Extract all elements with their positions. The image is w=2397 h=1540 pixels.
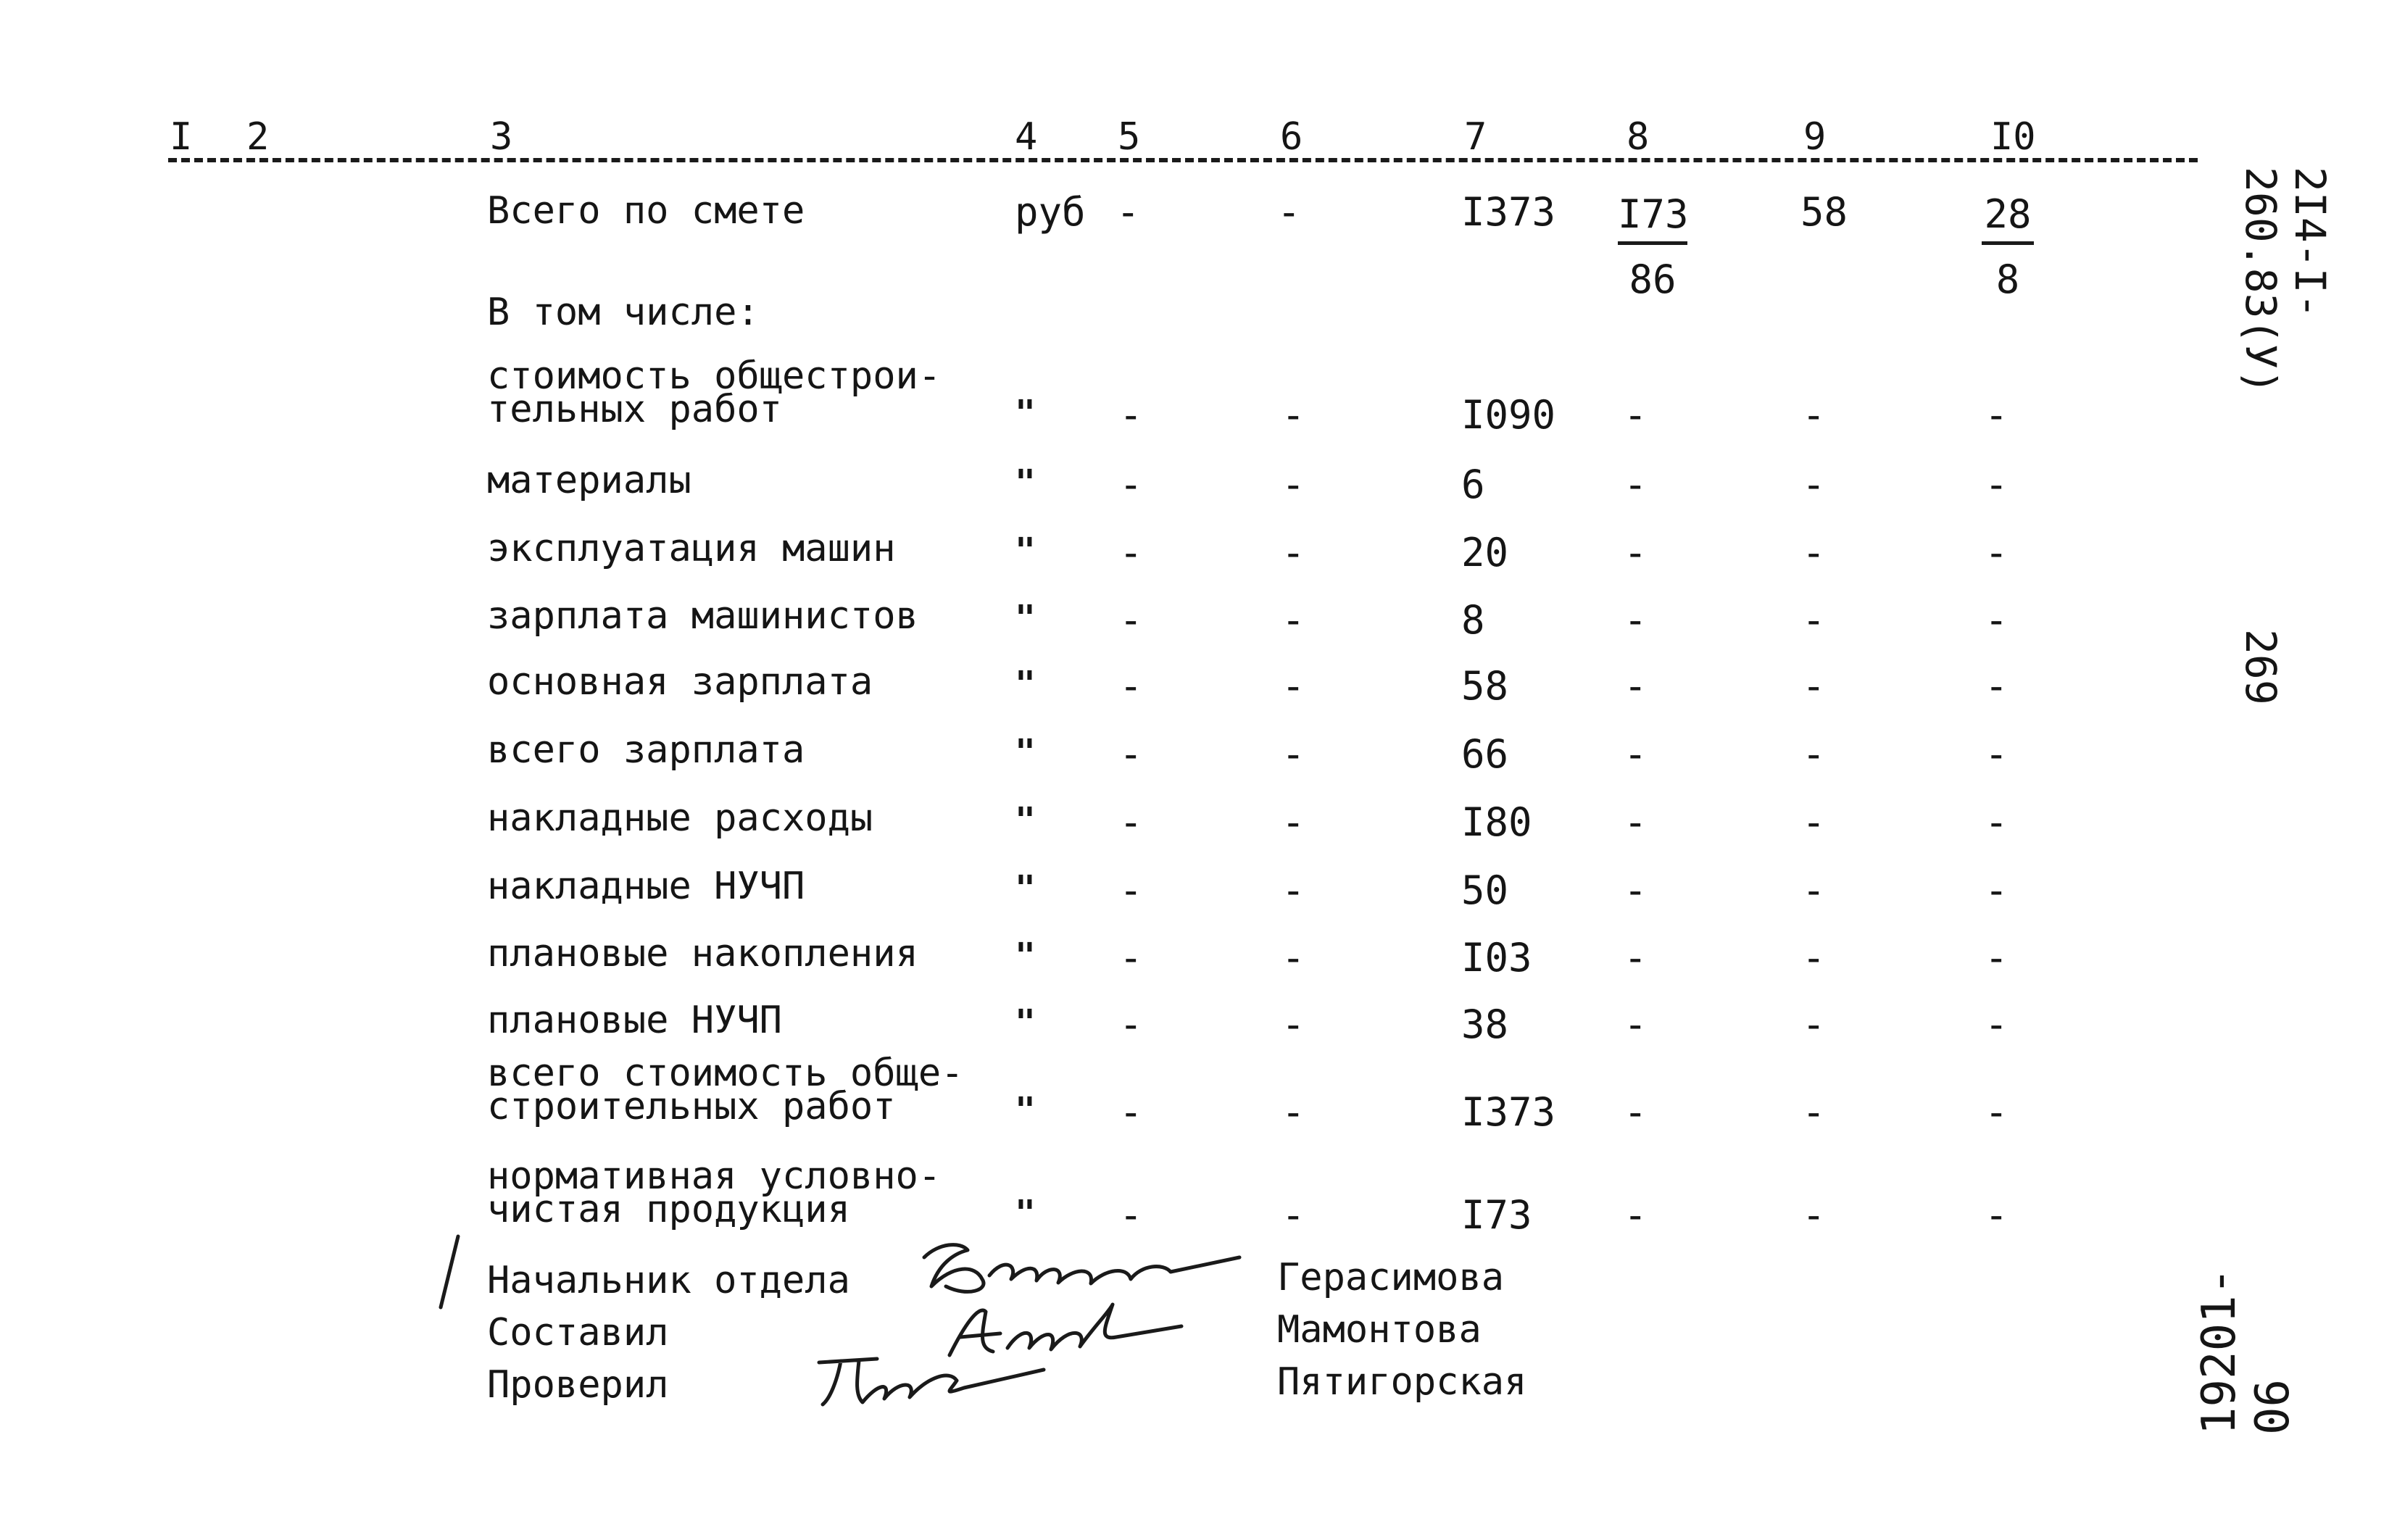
row-label: материалы [487,459,691,502]
row-c8-dash: - [1624,731,1648,777]
total-col10-bottom: 8 [1995,257,2020,302]
row-label: плановые НУЧП [487,999,782,1042]
row-unit-ditto: " [1015,1193,1036,1233]
row-c9-dash: - [1802,867,1826,913]
row-col7-value: 38 [1461,1002,1509,1047]
row-c5-dash: - [1119,799,1143,845]
signature-role: Составил [487,1311,669,1354]
row-c5-dash: - [1119,597,1143,643]
signature-name: Герасимова [1277,1256,1505,1299]
row-unit-ditto: " [1015,664,1036,704]
row-c8-dash: - [1624,867,1648,913]
row-label: накладные расходы [487,796,873,840]
row-c9-dash: - [1802,462,1826,507]
row-c5-dash: - [1119,935,1143,981]
row-c10-dash: - [1985,663,2008,709]
signature-name: Мамонтова [1277,1308,1482,1352]
row-c8-dash: - [1624,1192,1648,1238]
row-c9-dash: - [1802,731,1826,777]
row-c8-dash: - [1624,530,1648,575]
row-col7-value: 58 [1461,663,1509,709]
row-c9-dash: - [1802,799,1826,845]
column-header-4: 4 [1015,115,1038,159]
row-unit-ditto: " [1015,868,1036,909]
total-col10-top: 28 [1982,191,2034,245]
row-unit-ditto: " [1015,393,1036,433]
row-c9-dash: - [1802,530,1826,575]
row-unit-ditto: " [1015,530,1036,571]
column-header-10: I0 [1990,115,2036,159]
row-label: накладные НУЧП [487,865,805,908]
row-c10-dash: - [1985,867,2008,913]
total-col7: I373 [1461,189,1556,235]
row-col7-value: 66 [1461,731,1509,777]
signature-role: Проверил [487,1363,669,1407]
row-col7-value: I090 [1461,392,1556,438]
row-c8-dash: - [1624,663,1648,709]
row-c9-dash: - [1802,935,1826,981]
total-col10-fraction [1982,191,2034,302]
row-c6-dash: - [1281,867,1305,913]
signature-name: Пятигорская [1277,1360,1527,1404]
total-col8-fraction [1618,191,1687,302]
total-col9: 58 [1800,189,1848,235]
row-c6-dash: - [1281,799,1305,845]
row-c8-dash: - [1624,392,1648,438]
row-label: плановые накопления [487,932,918,975]
row-unit-ditto: " [1015,732,1036,773]
row-c10-dash: - [1985,530,2008,575]
total-col8-bottom: 86 [1629,257,1677,302]
margin-page-number: 269 [2236,629,2285,705]
row-c6-dash: - [1281,392,1305,438]
row-c5-dash: - [1119,663,1143,709]
row-label: эксплуатация машин [487,527,896,570]
header-dashed-rule [168,158,2198,162]
total-unit: руб [1015,189,1086,235]
including-label: В том числе: [487,291,760,334]
row-c9-dash: - [1802,1002,1826,1047]
row-col7-value: I80 [1461,799,1532,845]
row-c6-dash: - [1281,935,1305,981]
total-col5: - [1116,189,1140,235]
row-label: нормативная условно- чистая продукция [487,1154,942,1231]
column-header-6: 6 [1280,115,1303,159]
row-c10-dash: - [1985,462,2008,507]
row-c9-dash: - [1802,663,1826,709]
row-c5-dash: - [1119,1002,1143,1047]
column-header-7: 7 [1464,115,1487,159]
row-col7-value: I73 [1461,1192,1532,1238]
row-c8-dash: - [1624,597,1648,643]
row-col7-value: 20 [1461,530,1509,575]
row-unit-ditto: " [1015,462,1036,503]
column-header-1: I [170,115,193,159]
row-label: всего стоимость обще- строительных работ [487,1052,964,1128]
row-c10-dash: - [1985,1002,2008,1047]
row-c10-dash: - [1985,731,2008,777]
row-c9-dash: - [1802,597,1826,643]
row-label: всего зарплата [487,728,805,772]
row-col7-value: 50 [1461,867,1509,913]
row-c6-dash: - [1281,731,1305,777]
column-header-5: 5 [1118,115,1141,159]
row-col7-value: I03 [1461,935,1532,981]
row-c8-dash: - [1624,935,1648,981]
row-c5-dash: - [1119,530,1143,575]
row-c9-dash: - [1802,1192,1826,1238]
margin-tick-mark [435,1232,464,1312]
row-col7-value: 6 [1461,462,1485,507]
column-header-9: 9 [1803,115,1827,159]
row-c6-dash: - [1281,530,1305,575]
row-c10-dash: - [1985,1089,2008,1135]
row-col7-value: I373 [1461,1089,1556,1135]
row-c10-dash: - [1985,799,2008,845]
signature-role: Начальник отдела [487,1259,850,1302]
row-unit-ditto: " [1015,800,1036,841]
column-header-3: 3 [490,115,513,159]
row-c5-dash: - [1119,392,1143,438]
row-c6-dash: - [1281,663,1305,709]
row-c8-dash: - [1624,1089,1648,1135]
row-c10-dash: - [1985,1192,2008,1238]
margin-stamp: 19201-06 [2193,1267,2300,1435]
row-c8-dash: - [1624,799,1648,845]
row-label: основная зарплата [487,660,873,704]
column-header-2: 2 [246,115,270,159]
row-c9-dash: - [1802,1089,1826,1135]
row-c5-dash: - [1119,1192,1143,1238]
row-c5-dash: - [1119,867,1143,913]
row-c6-dash: - [1281,462,1305,507]
row-unit-ditto: " [1015,1090,1036,1131]
row-c5-dash: - [1119,462,1143,507]
row-c10-dash: - [1985,935,2008,981]
row-c8-dash: - [1624,1002,1648,1047]
row-c9-dash: - [1802,392,1826,438]
row-c6-dash: - [1281,1089,1305,1135]
row-label: стоимость общестрои- тельных работ [487,354,942,431]
total-col6: - [1277,189,1301,235]
row-col7-value: 8 [1461,597,1485,643]
row-c10-dash: - [1985,597,2008,643]
margin-doc-code: 2I4-I-260.83(У) [2236,167,2335,395]
row-label: зарплата машинистов [487,594,918,638]
row-c10-dash: - [1985,392,2008,438]
row-c6-dash: - [1281,597,1305,643]
total-label: Всего по смете [487,189,805,233]
row-unit-ditto: " [1015,936,1036,976]
row-c6-dash: - [1281,1192,1305,1238]
signature-scribble-checker [812,1348,1051,1413]
row-c5-dash: - [1119,1089,1143,1135]
row-c5-dash: - [1119,731,1143,777]
row-unit-ditto: " [1015,598,1036,638]
row-c8-dash: - [1624,462,1648,507]
row-c6-dash: - [1281,1002,1305,1047]
column-header-8: 8 [1627,115,1650,159]
total-col8-top: I73 [1618,191,1687,245]
row-unit-ditto: " [1015,1002,1036,1043]
